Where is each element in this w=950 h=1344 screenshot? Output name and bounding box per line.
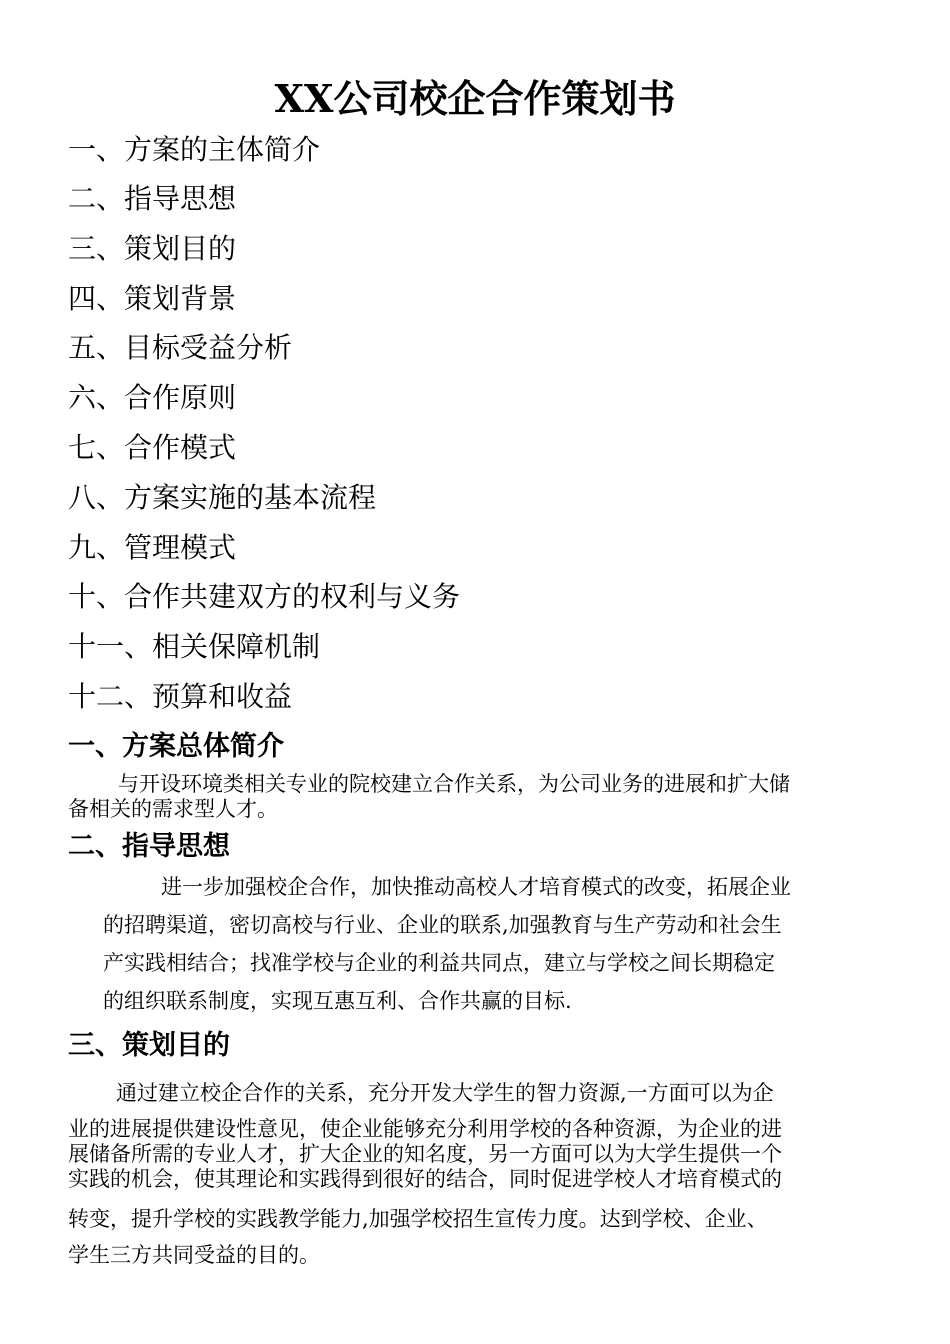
paragraph-line: 的组织联系制度，实现互惠互利、合作共赢的目标. <box>103 989 572 1013</box>
toc-item: 一、方案的主体简介 <box>68 133 321 166</box>
toc-item: 十一、相关保障机制 <box>68 630 321 663</box>
section-paragraph <box>103 868 791 1020</box>
section-paragraph <box>68 1078 782 1272</box>
paragraph-line: 产实践相结合；找准学校与企业的利益共同点，建立与学校之间长期稳定 <box>103 951 775 975</box>
paragraph-line: 学生三方共同受益的目的。 <box>68 1243 320 1267</box>
paragraph-line: 备相关的需求型人才。 <box>68 797 278 821</box>
toc-item: 五、目标受益分析 <box>68 331 293 364</box>
section-heading: 三、策划目的 <box>68 1030 230 1061</box>
paragraph-line: 通过建立校企合作的关系，充分开发大学生的智力资源,一方面可以为企 <box>116 1081 774 1105</box>
section-heading: 一、方案总体简介 <box>68 731 284 762</box>
toc-item: 十二、预算和收益 <box>68 680 293 713</box>
paragraph-line: 展储备所需的专业人才，扩大企业的知名度，另一方面可以为大学生提供一个 <box>68 1142 782 1166</box>
paragraph-line: 与开设环境类相关专业的院校建立合作关系，为公司业务的进展和扩大储 <box>118 772 790 796</box>
toc-item: 六、合作原则 <box>68 381 237 414</box>
toc-item: 四、策划背景 <box>68 282 237 315</box>
toc-item: 七、合作模式 <box>68 431 237 464</box>
paragraph-line: 实践的机会，使其理论和实践得到很好的结合，同时促进学校人才培育模式的 <box>68 1167 782 1191</box>
toc-item: 九、管理模式 <box>68 531 237 564</box>
toc-item: 二、指导思想 <box>68 182 237 215</box>
paragraph-line: 业的进展提供建设性意见，使企业能够充分利用学校的各种资源，为企业的进 <box>68 1117 782 1141</box>
toc-item: 八、方案实施的基本流程 <box>68 481 377 514</box>
section-paragraph <box>68 772 790 822</box>
toc-item: 十、合作共建双方的权利与义务 <box>68 580 461 613</box>
paragraph-line: 的招聘渠道，密切高校与行业、企业的联系,加强教育与生产劳动和社会生 <box>103 913 782 937</box>
toc-item: 三、策划目的 <box>68 232 237 265</box>
paragraph-line: 转变，提升学校的实践教学能力,加强学校招生宣传力度。达到学校、企业、 <box>68 1207 768 1231</box>
document-title: XX公司校企合作策划书 <box>274 76 676 121</box>
section-heading: 二、指导思想 <box>68 831 230 862</box>
paragraph-line: 进一步加强校企合作，加快推动高校人才培育模式的改变，拓展企业 <box>161 875 791 899</box>
